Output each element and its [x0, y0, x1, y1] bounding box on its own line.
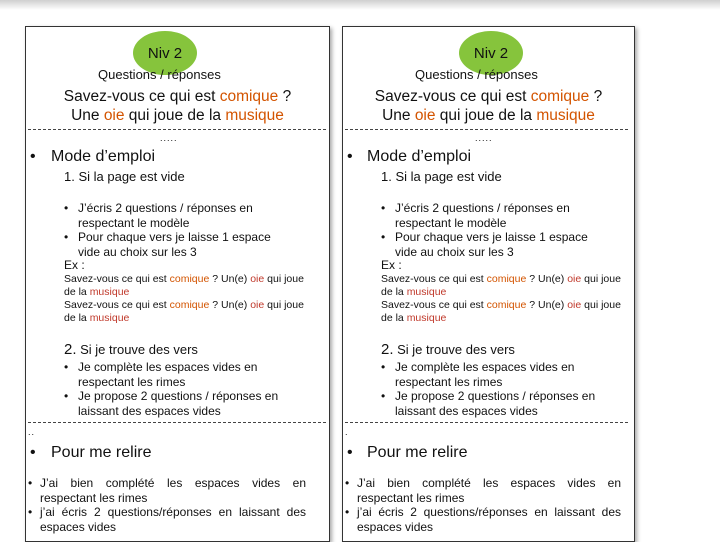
divider-bottom	[345, 422, 628, 423]
reread-title: Pour me relire	[367, 444, 468, 461]
worksheet-subtitle: Questions / réponses	[415, 67, 538, 82]
example-1: Savez-vous ce qui est comique ? Un(e) oie qui joue de la musique	[381, 273, 621, 298]
highlight-musique: musique	[225, 107, 284, 124]
section2-list	[64, 360, 296, 418]
section2-list	[381, 360, 613, 418]
reread-list	[345, 476, 621, 534]
mode-bullet: •	[30, 148, 36, 165]
divider-bottom	[28, 422, 326, 423]
dots-bottom: .	[345, 427, 349, 437]
example-1: Savez-vous ce qui est comique ? Un(e) oie qui joue de la musique	[64, 273, 304, 298]
question-line-2: Une oie qui joue de la musique	[71, 107, 284, 124]
mode-title: Mode d’emploi	[367, 148, 472, 165]
list-item: • Pour chaque vers je laisse 1 espace vide au choix sur les 3	[381, 230, 613, 259]
list-item: • j’ai écris 2 questions/réponses en laissant des espaces vides	[28, 505, 306, 534]
section1-title: 1. Si la page est vide	[381, 169, 502, 184]
list-item: • j’ai écris 2 questions/réponses en laissant des espaces vides	[345, 505, 621, 534]
question-line-1: Savez-vous ce qui est comique ?	[63, 88, 292, 105]
worksheet-subtitle: Questions / réponses	[98, 67, 221, 82]
reread-bullet: •	[30, 444, 36, 461]
list-item: • J’ai bien complété les espaces vides en respectant les rimes	[28, 476, 306, 505]
worksheet-left	[25, 26, 330, 542]
dots-top: .....	[160, 133, 178, 143]
list-item: • Je complète les espaces vides en respectant les rimes	[381, 360, 613, 389]
level-badge: Niv 2	[133, 31, 197, 75]
question-line-2: Une oie qui joue de la musique	[382, 107, 595, 124]
mode-bullet: •	[347, 148, 353, 165]
mode-title: Mode d’emploi	[51, 148, 156, 165]
list-item: • Je propose 2 questions / réponses en laissant des espaces vides	[64, 389, 296, 418]
question-line-1: Savez-vous ce qui est comique ?	[374, 88, 603, 105]
highlight-oie: oie	[103, 107, 125, 124]
reread-title: Pour me relire	[51, 444, 152, 461]
list-item: • Je propose 2 questions / réponses en laissant des espaces vides	[381, 389, 613, 418]
section1-list	[381, 201, 613, 259]
reread-bullet: •	[347, 444, 353, 461]
level-badge: Niv 2	[459, 31, 523, 75]
top-shadow	[0, 0, 720, 10]
section1-list	[64, 201, 296, 259]
list-item: • Pour chaque vers je laisse 1 espace vide au choix sur les 3	[64, 230, 296, 259]
divider-top	[28, 129, 326, 130]
highlight-comique: comique	[219, 88, 279, 105]
example-2: Savez-vous ce qui est comique ? Un(e) oie qui joue de la musique	[381, 299, 621, 324]
section2-title: 2. Si je trouve des vers	[64, 341, 198, 358]
section2-title: 2. Si je trouve des vers	[381, 341, 515, 358]
worksheet-right	[342, 26, 635, 542]
divider-top	[345, 129, 628, 130]
list-item: • J’écris 2 questions / réponses en respectant le modèle	[381, 201, 613, 230]
list-item: • J’écris 2 questions / réponses en respectant le modèle	[64, 201, 296, 230]
dots-top: .....	[475, 133, 493, 143]
section1-title: 1. Si la page est vide	[64, 169, 185, 184]
example-label: Ex :	[64, 258, 85, 272]
reread-list	[28, 476, 306, 534]
example-label: Ex :	[381, 258, 402, 272]
example-2: Savez-vous ce qui est comique ? Un(e) oie qui joue de la musique	[64, 299, 304, 324]
list-item: • Je complète les espaces vides en respectant les rimes	[64, 360, 296, 389]
list-item: • J’ai bien complété les espaces vides en respectant les rimes	[345, 476, 621, 505]
dots-bottom: ..	[28, 427, 36, 437]
